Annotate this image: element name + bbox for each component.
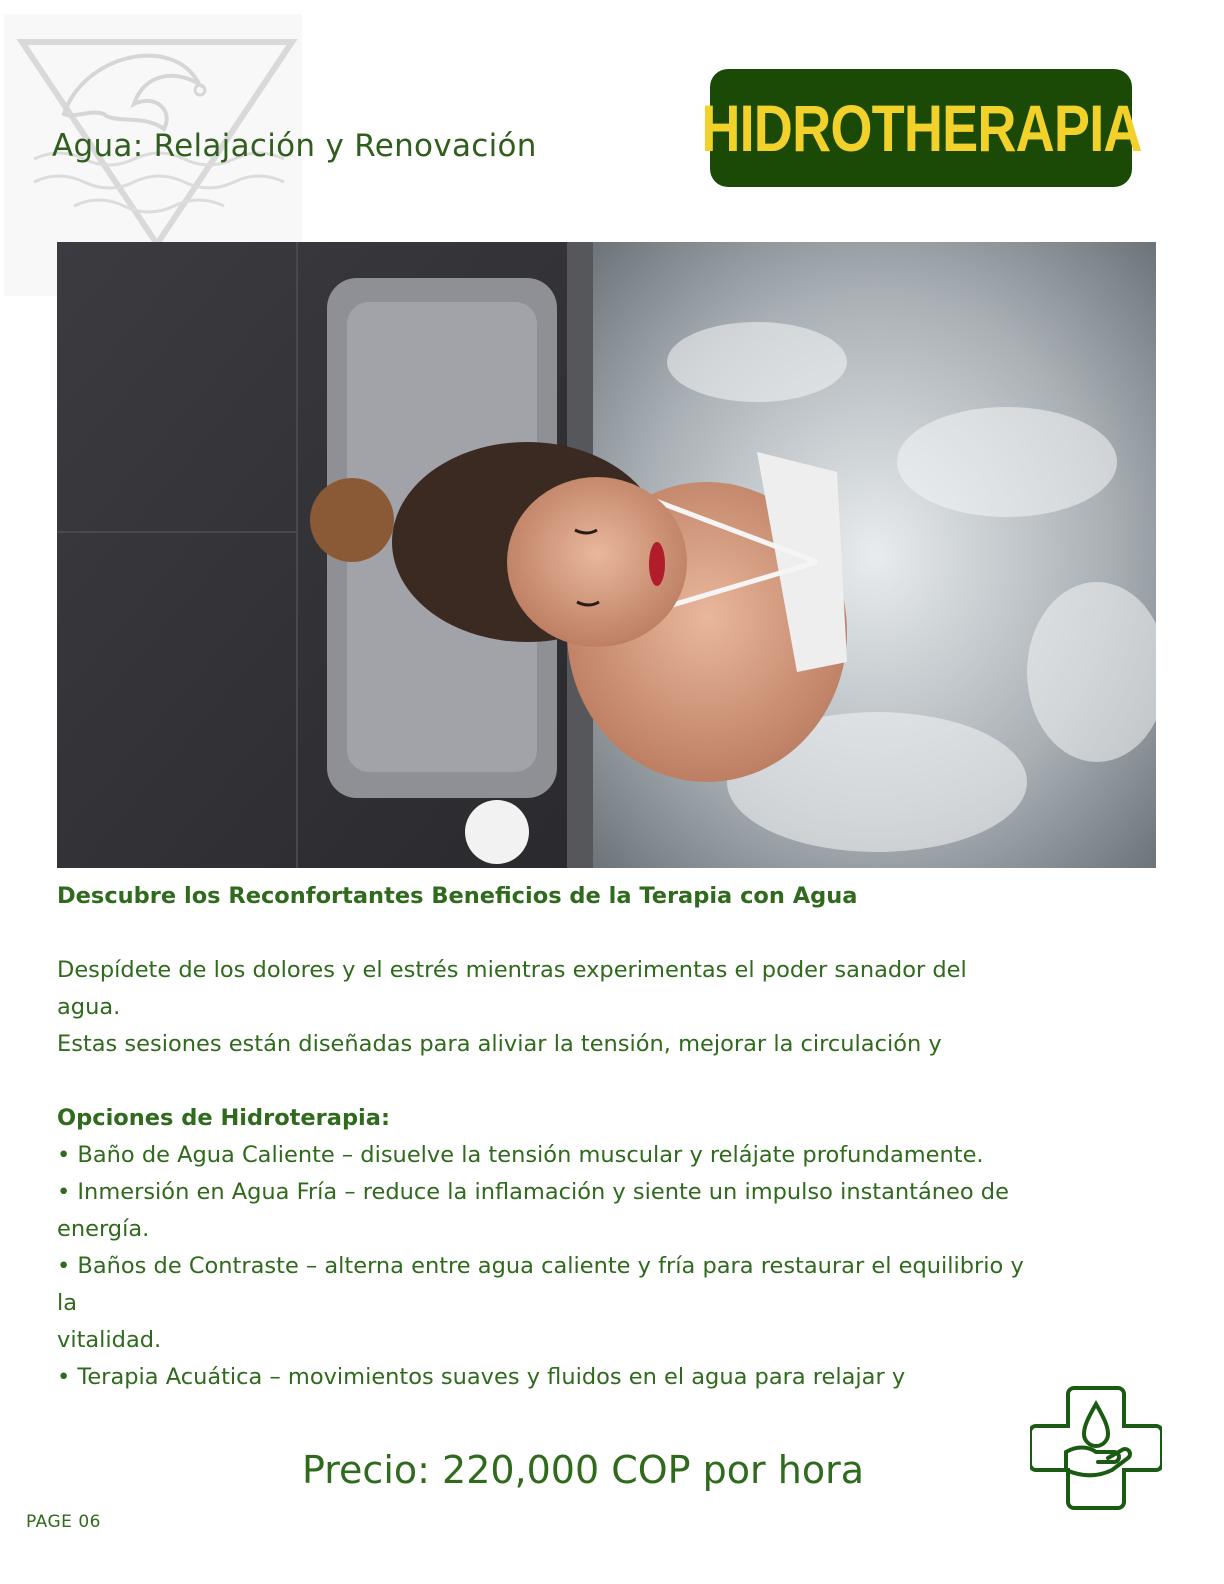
page-subtitle: Agua: Relajación y Renovación xyxy=(52,128,537,164)
intro-line: agua. xyxy=(57,994,121,1020)
water-drop-hand-cross-icon xyxy=(1030,1382,1162,1514)
page-title: HIDROTHERAPIA xyxy=(700,91,1142,165)
price-label: Precio: 220,000 COP por hora xyxy=(302,1448,864,1492)
option-line: • Inmersión en Agua Fría – reduce la inflamación y siente un impulso instantáneo de xyxy=(57,1179,1009,1205)
page-number: PAGE 06 xyxy=(26,1512,101,1532)
option-line: • Baños de Contraste – alterna entre agua caliente y fría para restaurar el equilibrio y xyxy=(57,1253,1024,1279)
option-line: la xyxy=(57,1290,78,1316)
option-line: vitalidad. xyxy=(57,1327,162,1353)
options-heading: Opciones de Hidroterapia: xyxy=(57,1105,390,1131)
option-line: energía. xyxy=(57,1216,150,1242)
intro-line: Estas sesiones están diseñadas para aliviar la tensión, mejorar la circulación y xyxy=(57,1031,942,1057)
section-heading: Descubre los Reconfortantes Beneficios de la Terapia con Agua xyxy=(57,883,858,909)
hydrotherapy-photo xyxy=(57,242,1156,868)
hero-photo xyxy=(57,242,1156,868)
intro-line: Despídete de los dolores y el estrés mientras experimentas el poder sanador del xyxy=(57,957,967,983)
option-line: • Terapia Acuática – movimientos suaves y fluidos en el agua para relajar y xyxy=(57,1364,906,1390)
title-badge xyxy=(700,69,1142,187)
option-line: • Baño de Agua Caliente – disuelve la tensión muscular y relájate profundamente. xyxy=(57,1142,984,1168)
body-content xyxy=(57,878,1137,1396)
